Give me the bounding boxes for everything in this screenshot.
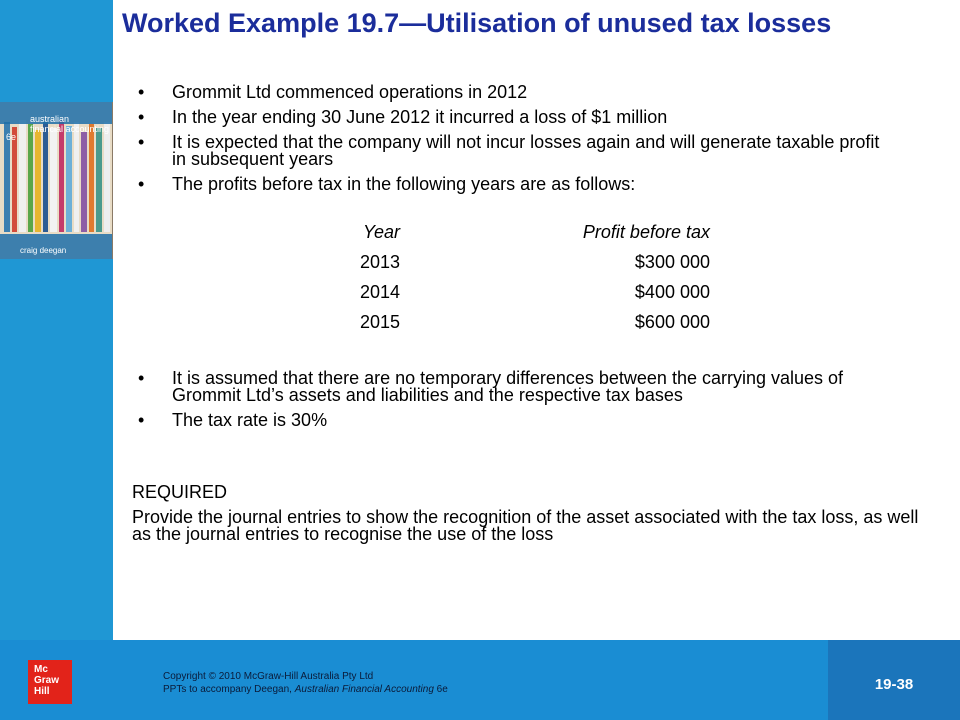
left-sidebar: [0, 0, 113, 640]
book-title-line1: australian: [30, 114, 70, 124]
logo-text-graw: Graw: [34, 675, 60, 686]
slide-body-lower: [132, 370, 862, 437]
bullet-text: It is expected that the company will not incur losses again and will generate taxable profit in subsequent years: [172, 132, 880, 169]
bullet-icon: •: [138, 132, 145, 152]
profit-table: [300, 222, 720, 342]
bullet-text: The profits before tax in the following years are as follows:: [172, 174, 636, 194]
copyright-line2: [163, 683, 448, 696]
page-number: 19-38: [874, 676, 914, 693]
copyright-line1: Copyright © 2010 McGraw-Hill Australia Pty Ltd: [163, 671, 374, 682]
bullet-text: It is assumed that there are no temporary differences between the carrying values of Grommit Ltd’s assets and liabilities and the respective tax bases: [172, 368, 844, 405]
table-row: [300, 252, 720, 282]
table-cell-profit: $400 000: [634, 282, 710, 302]
table-header-year: Year: [362, 222, 400, 242]
bullet-icon: •: [138, 410, 145, 430]
bullet-item: [132, 176, 932, 193]
table-header-row: [300, 222, 720, 252]
bullet-item: [132, 412, 862, 429]
book-author: craig deegan: [20, 246, 67, 255]
copyright-book-title: Australian Financial Accounting: [294, 684, 434, 695]
required-heading: REQUIRED: [132, 482, 228, 502]
copyright-line2-suffix: 6e: [433, 684, 448, 695]
table-cell-year: 2013: [359, 252, 400, 272]
bullet-text: Grommit Ltd commenced operations in 2012: [172, 82, 528, 102]
table-cell-profit: $600 000: [634, 312, 710, 332]
required-section: [132, 484, 927, 543]
table-cell-profit: $300 000: [634, 252, 710, 272]
table-row: [300, 312, 720, 342]
bullet-text: The tax rate is 30%: [172, 410, 328, 430]
bullet-icon: •: [138, 174, 145, 194]
logo-text-hill: Hill: [34, 686, 50, 697]
footer-bar: [0, 640, 960, 720]
table-cell-year: 2014: [359, 282, 400, 302]
mcgraw-hill-logo: [28, 660, 72, 704]
copyright-line2-prefix: PPTs to accompany Deegan,: [163, 684, 295, 695]
bullet-item: [132, 109, 932, 126]
bullet-item: [132, 84, 932, 101]
bullet-item: [132, 370, 862, 404]
slide-title: Worked Example 19.7—Utilisation of unused tax losses: [122, 8, 832, 38]
bullet-icon: •: [138, 82, 145, 102]
bullet-icon: •: [138, 107, 145, 127]
bullet-item: [132, 134, 892, 168]
table-row: [300, 282, 720, 312]
required-text: Provide the journal entries to show the recognition of the asset associated with the tax loss, as well as the journal entries to recognise the use of the loss: [132, 507, 919, 544]
book-edition: 6e: [6, 132, 17, 142]
book-title-line2: financial accounting: [30, 124, 110, 134]
slide-body: [132, 84, 932, 201]
book-cover-image: [0, 102, 113, 259]
logo-text-mc: Mc: [34, 664, 48, 675]
bullet-text: In the year ending 30 June 2012 it incurred a loss of $1 million: [172, 107, 668, 127]
bullet-icon: •: [138, 368, 145, 388]
copyright-notice: [163, 670, 448, 696]
table-header-profit: Profit before tax: [582, 222, 710, 242]
table-cell-year: 2015: [359, 312, 400, 332]
book-title: [30, 114, 109, 134]
